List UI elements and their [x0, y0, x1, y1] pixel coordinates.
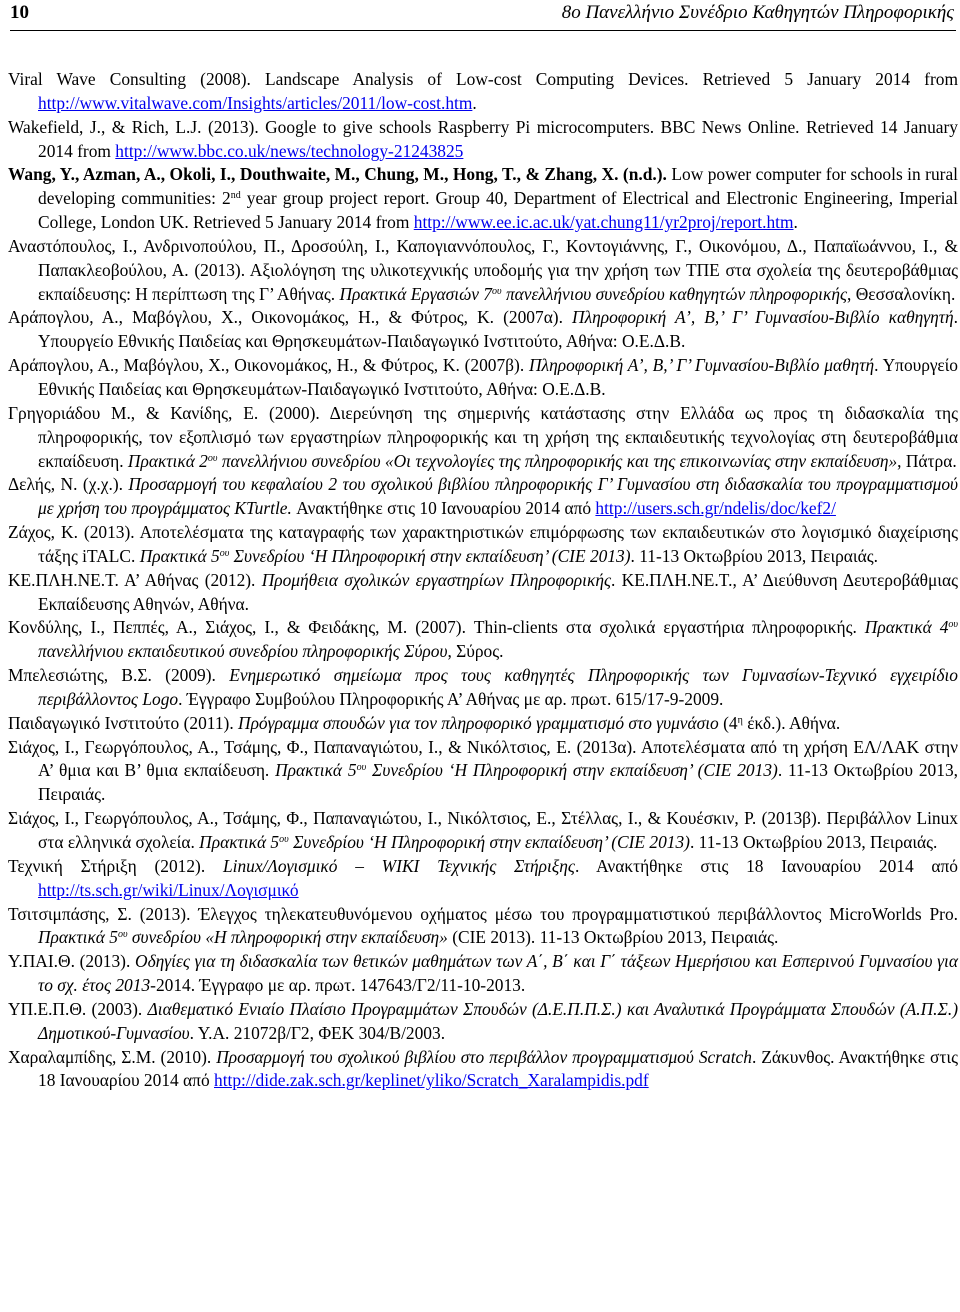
- reference-entry: [8, 306, 958, 354]
- reference-text: . ΚΕ.ΠΛΗ.ΝΕ.Τ., Α’ Διεύθυνση Δευτεροβάθμιας Εκπαίδευσης Αθηνών, Αθήνα.: [38, 569, 958, 614]
- reference-text: , Θεσσαλονίκη.: [847, 283, 956, 304]
- reference-text: Αράπογλου, Α., Μαβόγλου, Χ., Οικονομάκος, Η., & Φύτρος, Κ. (2007α).: [8, 307, 573, 328]
- reference-text: Γρηγοριάδου Μ., & Κανίδης, Ε. (2000). Διερεύνηση της σημερινής κατάστασης στην Ελλάδα ως προς τη διδασκαλία της πληροφορικής, τον εξοπλισμό των εργαστηρίων πληροφορικής και τη χρήση της εκπαιδευτικής τεχνολογίας στη δευτεροβάθμια εκπαίδευση.: [8, 402, 958, 471]
- reference-entry: [8, 616, 958, 664]
- reference-text: .: [793, 212, 798, 233]
- reference-text: . 11-13 Οκτωβρίου 2013, Πειραιάς.: [38, 760, 958, 805]
- reference-text: -2014. Έγγραφο με αρ. πρωτ. 147643/Γ2/11-10-2013.: [150, 975, 526, 996]
- reference-title: Πρακτικά 5: [199, 832, 280, 852]
- reference-text: Παιδαγωγικό Ινστιτούτο (2011).: [8, 712, 239, 733]
- reference-entry: [8, 998, 958, 1046]
- reference-text: . Ανακτήθηκε στις 18 Ιανουαρίου 2014 από: [574, 855, 958, 876]
- superscript-text: ου: [207, 452, 218, 464]
- reference-entry: [8, 736, 958, 808]
- reference-text: Μπελεσιώτης, Β.Σ. (2009).: [8, 665, 230, 686]
- reference-text: Τεχνική Στήριξη (2012).: [8, 855, 223, 876]
- reference-text: (4: [718, 712, 738, 733]
- reference-entry: [8, 473, 958, 521]
- reference-text: Σιάχος, Ι., Γεωργόπουλος, Α., Τσάμης, Φ., Παπαναγιώτου, Ι., Νικόλτσιος, Ε., Στέλλας, Ι., & Κουέσκιν, Ρ. (2013β). Περιβάλλον Linux στα ελληνικά σχολεία.: [8, 808, 958, 852]
- reference-text: . Υπουργείο Εθνικής Παιδείας και Θρησκευμάτων-Παιδαγωγικό Ινστιτούτο, Αθήνα: Ο.Ε.Δ.Β.: [38, 307, 958, 352]
- reference-text: Αράπογλου, Α., Μαβόγλου, Χ., Οικονομάκος, Η., & Φύτρος, Κ. (2007β).: [8, 355, 529, 376]
- reference-title: Πρόγραμμα σπουδών για τον πληροφορικό γραμματισμό στο γυμνάσιο: [238, 712, 719, 733]
- reference-text: Υ.ΠΑΙ.Θ. (2013).: [8, 951, 136, 972]
- reference-title: Συνεδρίου ‘Η Πληροφορική στην εκπαίδευση’ (CIE 2013): [229, 545, 631, 566]
- reference-entry: [8, 664, 958, 712]
- superscript-text: ου: [117, 929, 128, 941]
- reference-entry: [8, 1046, 958, 1094]
- reference-entry: [8, 163, 958, 235]
- reference-entry: [8, 354, 958, 402]
- reference-entry: [8, 855, 958, 903]
- reference-title: Συνεδρίου ‘Η Πληροφορική στην εκπαίδευση’ (CIE 2013): [288, 832, 690, 852]
- reference-text: ΚΕ.ΠΛΗ.ΝΕ.Τ. Α’ Αθήνας (2012).: [8, 569, 262, 590]
- reference-list: [8, 68, 958, 1093]
- reference-title: Συνεδρίου ‘Η Πληροφορική στην εκπαίδευση’ (CIE 2013): [366, 760, 778, 781]
- reference-link[interactable]: http://dide.zak.sch.gr/keplinet/yliko/Scratch_Xaralampidis.pdf: [214, 1070, 649, 1091]
- reference-title: Οδηγίες για τη διδασκαλία των θετικών μαθημάτων των Α΄, Β΄ και Γ΄ τάξεων Ημερήσιου και Εσπερινού Γυμνασίου για το σχ. έτος 2013: [38, 951, 958, 996]
- reference-text: . Έγγραφο Συμβούλου Πληροφορικής Α’ Αθήνας με αρ. πρωτ. 615/17-9-2009.: [178, 688, 724, 709]
- reference-text: Κονδύλης, Ι., Πεππές, Α., Σιάχος, Ι., & Φειδάκης, Μ. (2007). Thin-clients στα σχολικά εργαστήρια πληροφορικής.: [8, 617, 865, 638]
- reference-text: Low power computer for schools in rural developing communities: 2: [38, 164, 959, 209]
- reference-title: πανελλήνιου συνεδρίου «Οι τεχνολογίες της πληροφορικής και της επικοινωνίας στην εκπαίδευση»: [217, 450, 898, 471]
- reference-text: year group project report. Group 40, Department of Electrical and Electronic Engineering, Imperial College, London UK. Retrieved 5 January 2014 from: [38, 188, 958, 233]
- page-header: [10, 0, 956, 31]
- reference-text: . 11-13 Οκτωβρίου 2013, Πειραιάς.: [689, 832, 938, 852]
- reference-entry: [8, 116, 958, 164]
- reference-title: Προσαρμογή του κεφαλαίου 2 του σχολικού βιβλίου πληροφορικής Γ’ Γυμνασίου στη διδασκαλία του προγραμματισμού με χρήση του προγράμματος KTurtle.: [38, 474, 959, 519]
- reference-text: (CIE 2013). 11-13 Οκτωβρίου 2013, Πειραιάς.: [447, 927, 779, 948]
- reference-text: ΥΠ.Ε.Π.Θ. (2003).: [8, 998, 148, 1019]
- superscript-text: ου: [219, 547, 230, 559]
- superscript-text: ου: [948, 619, 958, 631]
- reference-text: Χαραλαμπίδης, Σ.Μ. (2010).: [8, 1046, 217, 1067]
- reference-text: Ζάχος, Κ. (2013). Αποτελέσματα της καταγραφής των χαρακτηριστικών επιμόρφωσης των εκπαιδευτικών στο λογισμικό διαχείρισης τάξης iTALC.: [8, 522, 958, 566]
- superscript-text: nd: [230, 190, 241, 202]
- reference-entry: [8, 950, 958, 998]
- reference-title: Πρακτικά 5: [38, 927, 118, 948]
- reference-title: Πληροφορική Α’, Β,’ Γ’ Γυμνασίου-Βιβλίο μαθητή: [529, 355, 875, 376]
- reference-text: Σιάχος, Ι., Γεωργόπουλος, Α., Τσάμης, Φ., Παπαναγιώτου, Ι., & Νικόλτσιος, Ε. (2013α). Αποτελέσματα από τη χρήση ΕΛ/ΛΑΚ στην Α’ θμια και Β’ θμια εκπαίδευση.: [8, 736, 958, 781]
- reference-entry: [8, 569, 958, 617]
- reference-text: Τσιτσιμπάσης, Σ. (2013). Έλεγχος τηλεκατευθυνόμενου οχήματος μέσω του προγραμματιστικού περιβάλλοντος MicroWorlds Pro.: [8, 903, 958, 924]
- reference-link[interactable]: http://www.ee.ic.ac.uk/yat.chung11/yr2proj/report.htm: [413, 212, 794, 233]
- reference-entry: [8, 807, 958, 855]
- reference-entry: [8, 235, 958, 307]
- reference-entry: [8, 402, 958, 474]
- reference-title: Πρακτικά Εργασιών 7: [339, 283, 492, 304]
- reference-link[interactable]: http://users.sch.gr/ndelis/doc/kef2/: [595, 498, 836, 519]
- reference-title: Πρακτικά 5: [275, 760, 357, 781]
- conference-title: 8ο Πανελλήνιο Συνέδριο Καθηγητών Πληροφορικής: [561, 2, 954, 23]
- reference-title: πανελλήνιου εκπαιδευτικού συνεδρίου πληροφορικής Σύρου: [38, 641, 448, 662]
- reference-title: πανελλήνιου συνεδρίου καθηγητών πληροφορικής: [501, 283, 848, 304]
- reference-title: Πρακτικά 2: [127, 450, 208, 471]
- reference-title: Πρακτικά 4: [864, 617, 949, 638]
- reference-entry: [8, 712, 958, 736]
- reference-text: , Σύρος.: [447, 641, 504, 662]
- reference-text: , Πάτρα.: [897, 450, 957, 471]
- reference-title: Προμήθεια σχολικών εργαστηρίων Πληροφορικής: [261, 569, 612, 590]
- superscript-text: ου: [279, 834, 289, 845]
- reference-title: Πληροφορική Α’, Β,’ Γ’ Γυμνασίου-Βιβλίο καθηγητή: [572, 307, 954, 328]
- reference-link[interactable]: http://www.vitalwave.com/Insights/articles/2011/low-cost.htm: [38, 92, 473, 113]
- reference-link[interactable]: http://ts.sch.gr/wiki/Linux/Λογισμικό: [38, 879, 299, 900]
- reference-text: . Υπουργείο Εθνικής Παιδείας και Θρησκευμάτων-Παιδαγωγικό Ινστιτούτο, Αθήνα: Ο.Ε.Δ.Β.: [38, 355, 959, 399]
- reference-title: συνεδρίου «Η πληροφορική στην εκπαίδευση»: [127, 927, 448, 948]
- reference-text: Δελής, Ν. (χ.χ.).: [8, 474, 129, 495]
- reference-text: Ανακτήθηκε στις 10 Ιανουαρίου 2014 από: [291, 498, 596, 519]
- reference-text: Wakefield, J., & Rich, L.J. (2013). Google to give schools Raspberry Pi microcomputers. BBC News Online. Retrieved 14 January 2014 from: [8, 116, 958, 161]
- reference-text: έκδ.). Αθήνα.: [742, 712, 841, 733]
- reference-authors: Wang, Y., Azman, A., Okoli, I., Douthwaite, M., Chung, M., Hong, T., & Zhang, X. (n.d.).: [8, 164, 667, 185]
- reference-entry: [8, 521, 958, 569]
- reference-text: . Υ.Α. 21072β/Γ2, ΦΕΚ 304/Β/2003.: [189, 1022, 446, 1043]
- reference-title: Linux/Λογισμικό – WIKI Τεχνικής Στήριξης: [222, 855, 575, 876]
- reference-link[interactable]: http://www.bbc.co.uk/news/technology-21243825: [115, 140, 464, 161]
- reference-entry: [8, 903, 958, 951]
- reference-title: Ενημερωτικό σημείωμα προς τους καθηγητές Πληροφορικής των Γυμνασίων-Τεχνικό εγχειρίδιο περιβάλλοντος Logo: [38, 665, 959, 709]
- reference-entry: [8, 68, 958, 116]
- superscript-text: ου: [356, 762, 367, 774]
- reference-title: Διαθεματικό Ενιαίο Πλαίσιο Προγραμμάτων Σπουδών (Δ.Ε.Π.Π.Σ.) και Αναλυτικά Προγράμματα Σπουδών (Α.Π.Σ.) Δημοτικού-Γυμνασίου: [38, 998, 958, 1043]
- reference-text: .: [472, 92, 477, 113]
- superscript-text: η: [737, 714, 743, 726]
- superscript-text: ου: [492, 285, 502, 297]
- reference-title: Πρακτικά 5: [139, 545, 220, 566]
- reference-text: Viral Wave Consulting (2008). Landscape Analysis of Low-cost Computing Devices. Retrieved 5 January 2014 from: [8, 69, 958, 89]
- reference-title: Προσαρμογή του σχολικού βιβλίου στο περιβάλλον προγραμματισμού Scratch: [216, 1046, 752, 1067]
- reference-text: Αναστόπουλος, Ι., Ανδρινοπούλου, Π., Δροσούλη, Ι., Καπογιαννόπουλος, Γ., Κοντογιάννης, Γ., Οικονόμου, Δ., Παπαϊωάννου, Ι., & Παπακλεοβούλου, Α. (2013). Αξιολόγηση της υλικοτεχνικής υποδομής για την χρήση των ΤΠΕ στα σχολεία της δευτεροβάθμιας εκπαίδευσης: Η περίπτωση της Γ’ Αθήνας.: [8, 235, 958, 304]
- reference-text: . Ζάκυνθος. Ανακτήθηκε στις 18 Ιανουαρίου 2014 από: [38, 1046, 958, 1091]
- page-number: 10: [10, 2, 29, 23]
- reference-text: . 11-13 Οκτωβρίου 2013, Πειραιάς.: [630, 545, 878, 566]
